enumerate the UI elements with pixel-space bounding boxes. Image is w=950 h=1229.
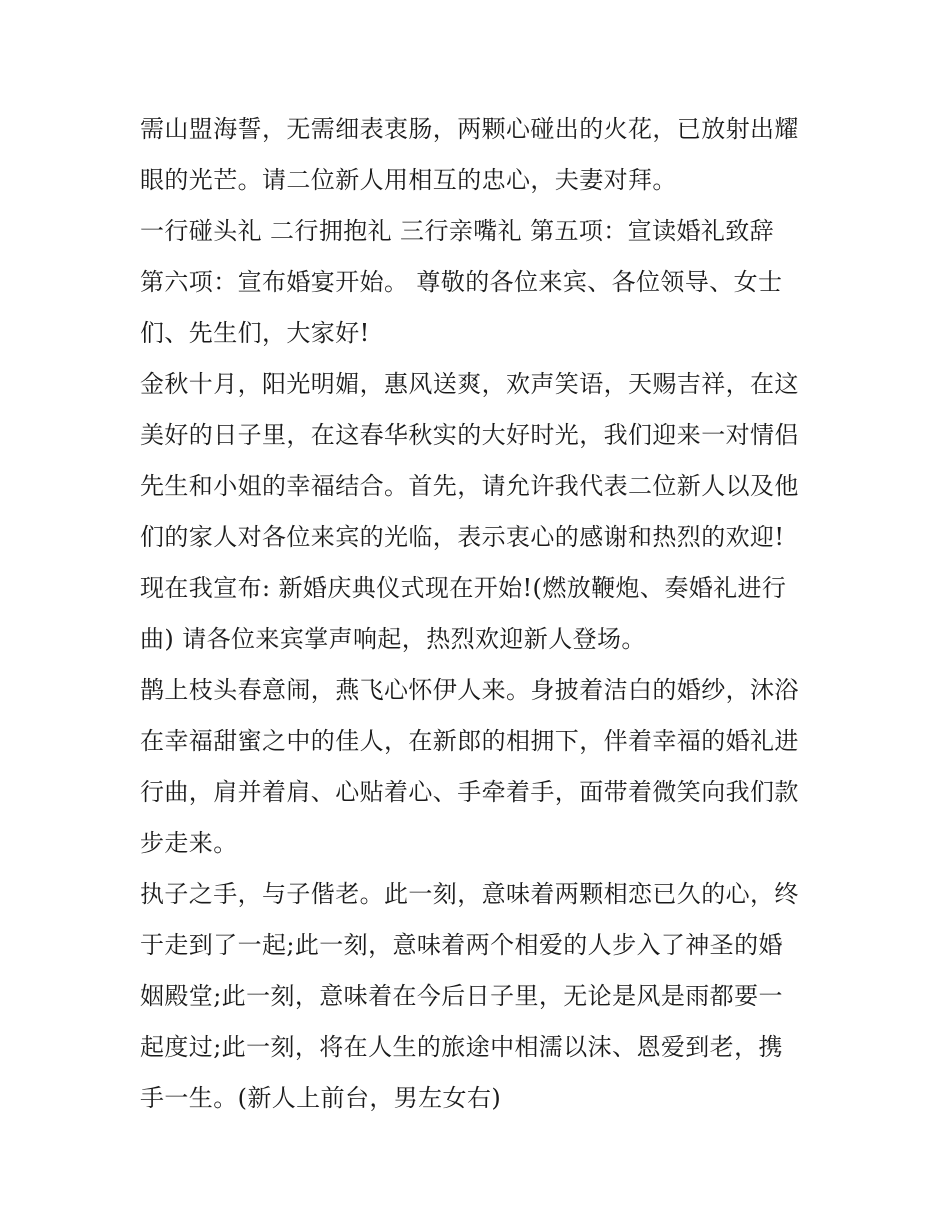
text-line: 美好的日子里，在这春华秋实的大好时光，我们迎来一对情侣 xyxy=(140,421,799,449)
text-line: 们、先生们，大家好! xyxy=(140,319,370,347)
text-line: 需山盟海誓，无需细表衷肠，两颗心碰出的火花，已放射出耀 xyxy=(140,115,799,143)
text-line: 于走到了一起;此一刻，意味着两个相爱的人步入了神圣的婚 xyxy=(140,931,783,959)
text-line: 眼的光芒。请二位新人用相互的忠心，夫妻对拜。 xyxy=(140,166,677,194)
text-line: 起度过;此一刻，将在人生的旅途中相濡以沫、恩爱到老，携 xyxy=(140,1033,783,1061)
text-line: 手一生。(新人上前台，男左女右) xyxy=(140,1084,502,1112)
text-line: 现在我宣布: 新婚庆典仪式现在开始!(燃放鞭炮、奏婚礼进行 xyxy=(140,574,787,602)
paragraph xyxy=(140,359,820,563)
paragraph xyxy=(140,206,820,359)
text-line: 姻殿堂;此一刻，意味着在今后日子里，无论是风是雨都要一 xyxy=(140,982,783,1010)
text-line: 第六项：宣布婚宴开始。 尊敬的各位来宾、各位领导、女士 xyxy=(140,268,783,296)
text-line: 金秋十月，阳光明媚，惠风送爽，欢声笑语，天赐吉祥，在这 xyxy=(140,370,799,398)
text-line: 在幸福甜蜜之中的佳人，在新郎的相拥下，伴着幸福的婚礼进 xyxy=(140,727,799,755)
text-line: 一行碰头礼 二行拥抱礼 三行亲嘴礼 第五项：宣读婚礼致辞 xyxy=(140,217,775,245)
text-line: 行曲，肩并着肩、心贴着心、手牵着手，面带着微笑向我们款 xyxy=(140,778,799,806)
text-line: 执子之手，与子偕老。此一刻，意味着两颗相恋已久的心，终 xyxy=(140,880,799,908)
text-line: 曲) 请各位来宾掌声响起，热烈欢迎新人登场。 xyxy=(140,625,646,653)
text-line: 步走来。 xyxy=(140,829,238,857)
paragraph xyxy=(140,869,820,1124)
text-line: 们的家人对各位来宾的光临，表示衷心的感谢和热烈的欢迎! xyxy=(140,523,785,551)
text-line: 鹊上枝头春意闹，燕飞心怀伊人来。身披着洁白的婚纱，沐浴 xyxy=(140,676,799,704)
text-line: 先生和小姐的幸福结合。首先，请允许我代表二位新人以及他 xyxy=(140,472,799,500)
paragraph xyxy=(140,665,820,869)
paragraph xyxy=(140,104,820,206)
document-body xyxy=(140,104,820,1124)
paragraph xyxy=(140,563,820,665)
